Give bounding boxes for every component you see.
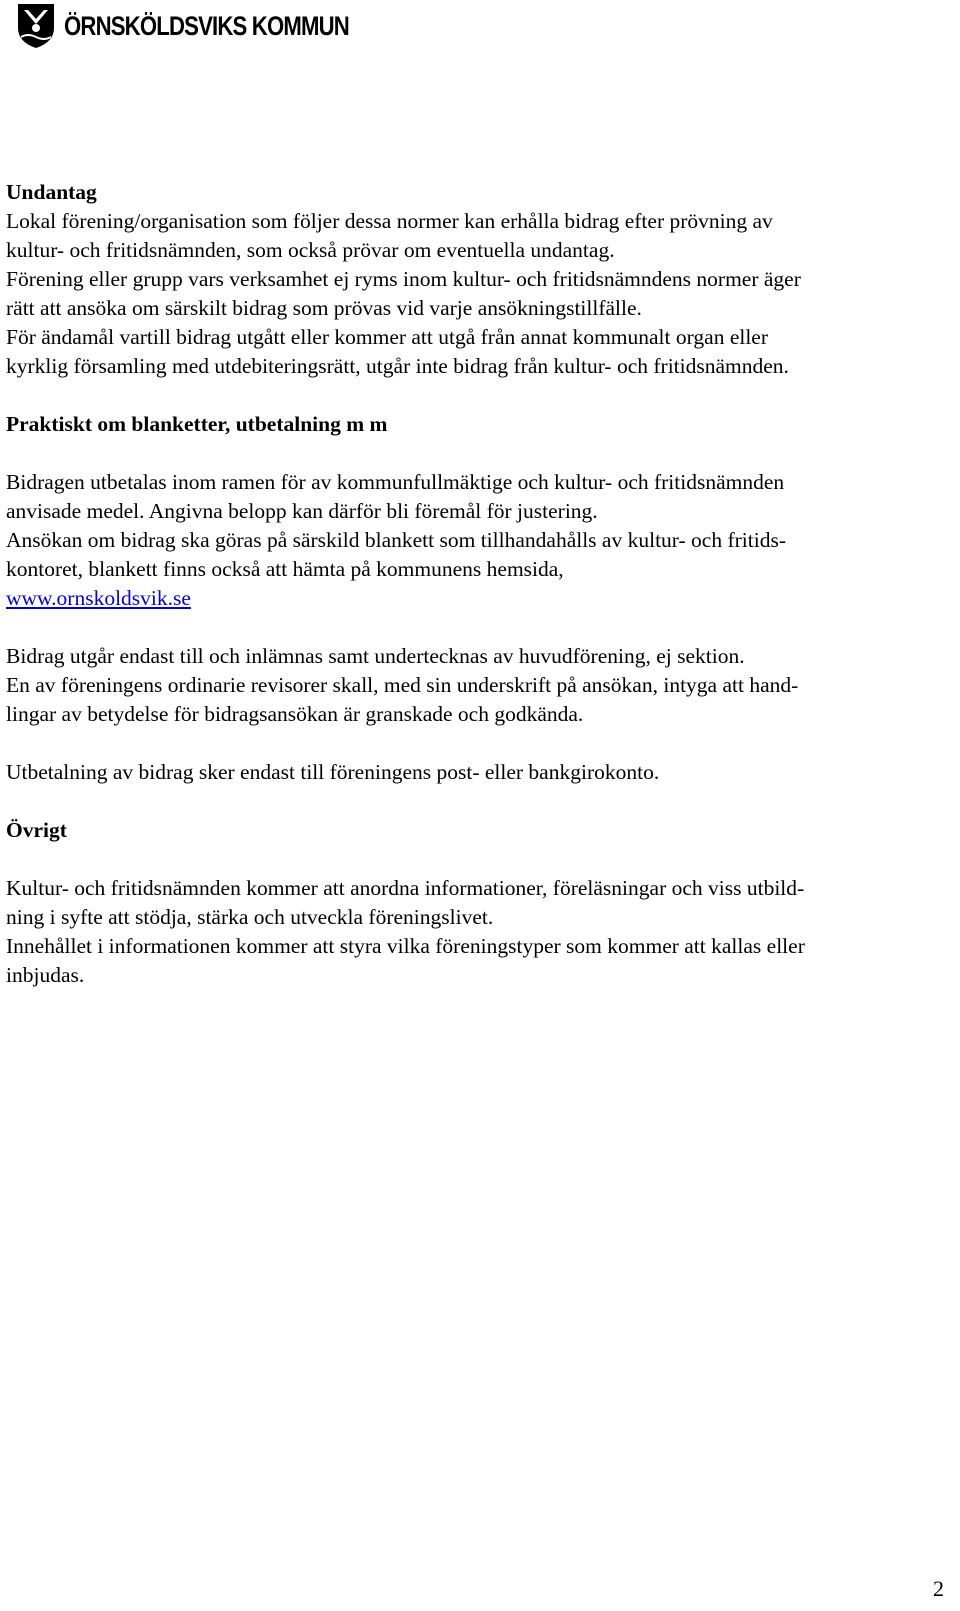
text-line: ning i syfte att stödja, stärka och utveckla föreningslivet. bbox=[6, 905, 494, 929]
text-line: Kultur- och fritidsnämnden kommer att anordna informationer, föreläsningar och viss utbild- bbox=[6, 876, 805, 900]
text-line: kyrklig församling med utdebiteringsrätt, utgår inte bidrag från kultur- och fritidsnämnden. bbox=[6, 354, 789, 378]
text-line: anvisade medel. Angivna belopp kan därför bli föremål för justering. bbox=[6, 499, 598, 523]
text-line: kontoret, blankett finns också att hämta på kommunens hemsida, bbox=[6, 557, 564, 581]
text-line: rätt att ansöka om särskilt bidrag som prövas vid varje ansökningstillfälle. bbox=[6, 296, 642, 320]
text-line: Innehållet i informationen kommer att styra vilka föreningstyper som kommer att kallas eller bbox=[6, 934, 805, 958]
text-line: En av föreningens ordinarie revisorer skall, med sin underskrift på ansökan, intyga att hand- bbox=[6, 673, 799, 697]
text-line: Bidragen utbetalas inom ramen för av kommunfullmäktige och kultur- och fritidsnämnden bbox=[6, 470, 785, 494]
page-header bbox=[16, 2, 412, 50]
section-praktiskt bbox=[6, 410, 946, 787]
document-body bbox=[6, 178, 946, 990]
text-line: lingar av betydelse för bidragsansökan är granskade och godkända. bbox=[6, 702, 584, 726]
text-line: För ändamål vartill bidrag utgått eller kommer att utgå från annat kommunalt organ eller bbox=[6, 325, 769, 349]
text-line: Utbetalning av bidrag sker endast till föreningens post- eller bankgirokonto. bbox=[6, 760, 660, 784]
organization-name: ÖRNSKÖLDSVIKS KOMMUN bbox=[64, 10, 349, 41]
section-ovrigt bbox=[6, 816, 946, 990]
text-line: Ansökan om bidrag ska göras på särskild blankett som tillhandahålls av kultur- och fritids- bbox=[6, 528, 786, 552]
website-link[interactable]: www.ornskoldsvik.se bbox=[6, 586, 191, 610]
text-line: Bidrag utgår endast till och inlämnas samt undertecknas av huvudförening, ej sektion. bbox=[6, 644, 745, 668]
page-number: 2 bbox=[933, 1576, 944, 1601]
section-undantag bbox=[6, 178, 946, 381]
text-line: kultur- och fritidsnämnden, som också prövar om eventuella undantag. bbox=[6, 238, 615, 262]
section-heading: Praktiskt om blanketter, utbetalning m m bbox=[6, 412, 388, 436]
section-heading: Övrigt bbox=[6, 818, 67, 842]
text-line: inbjudas. bbox=[6, 963, 85, 987]
municipal-coat-of-arms-icon bbox=[16, 2, 56, 50]
text-line: Förening eller grupp vars verksamhet ej ryms inom kultur- och fritidsnämndens normer äger bbox=[6, 267, 801, 291]
text-line: Lokal förening/organisation som följer dessa normer kan erhålla bidrag efter prövning av bbox=[6, 209, 773, 233]
section-heading: Undantag bbox=[6, 180, 97, 204]
